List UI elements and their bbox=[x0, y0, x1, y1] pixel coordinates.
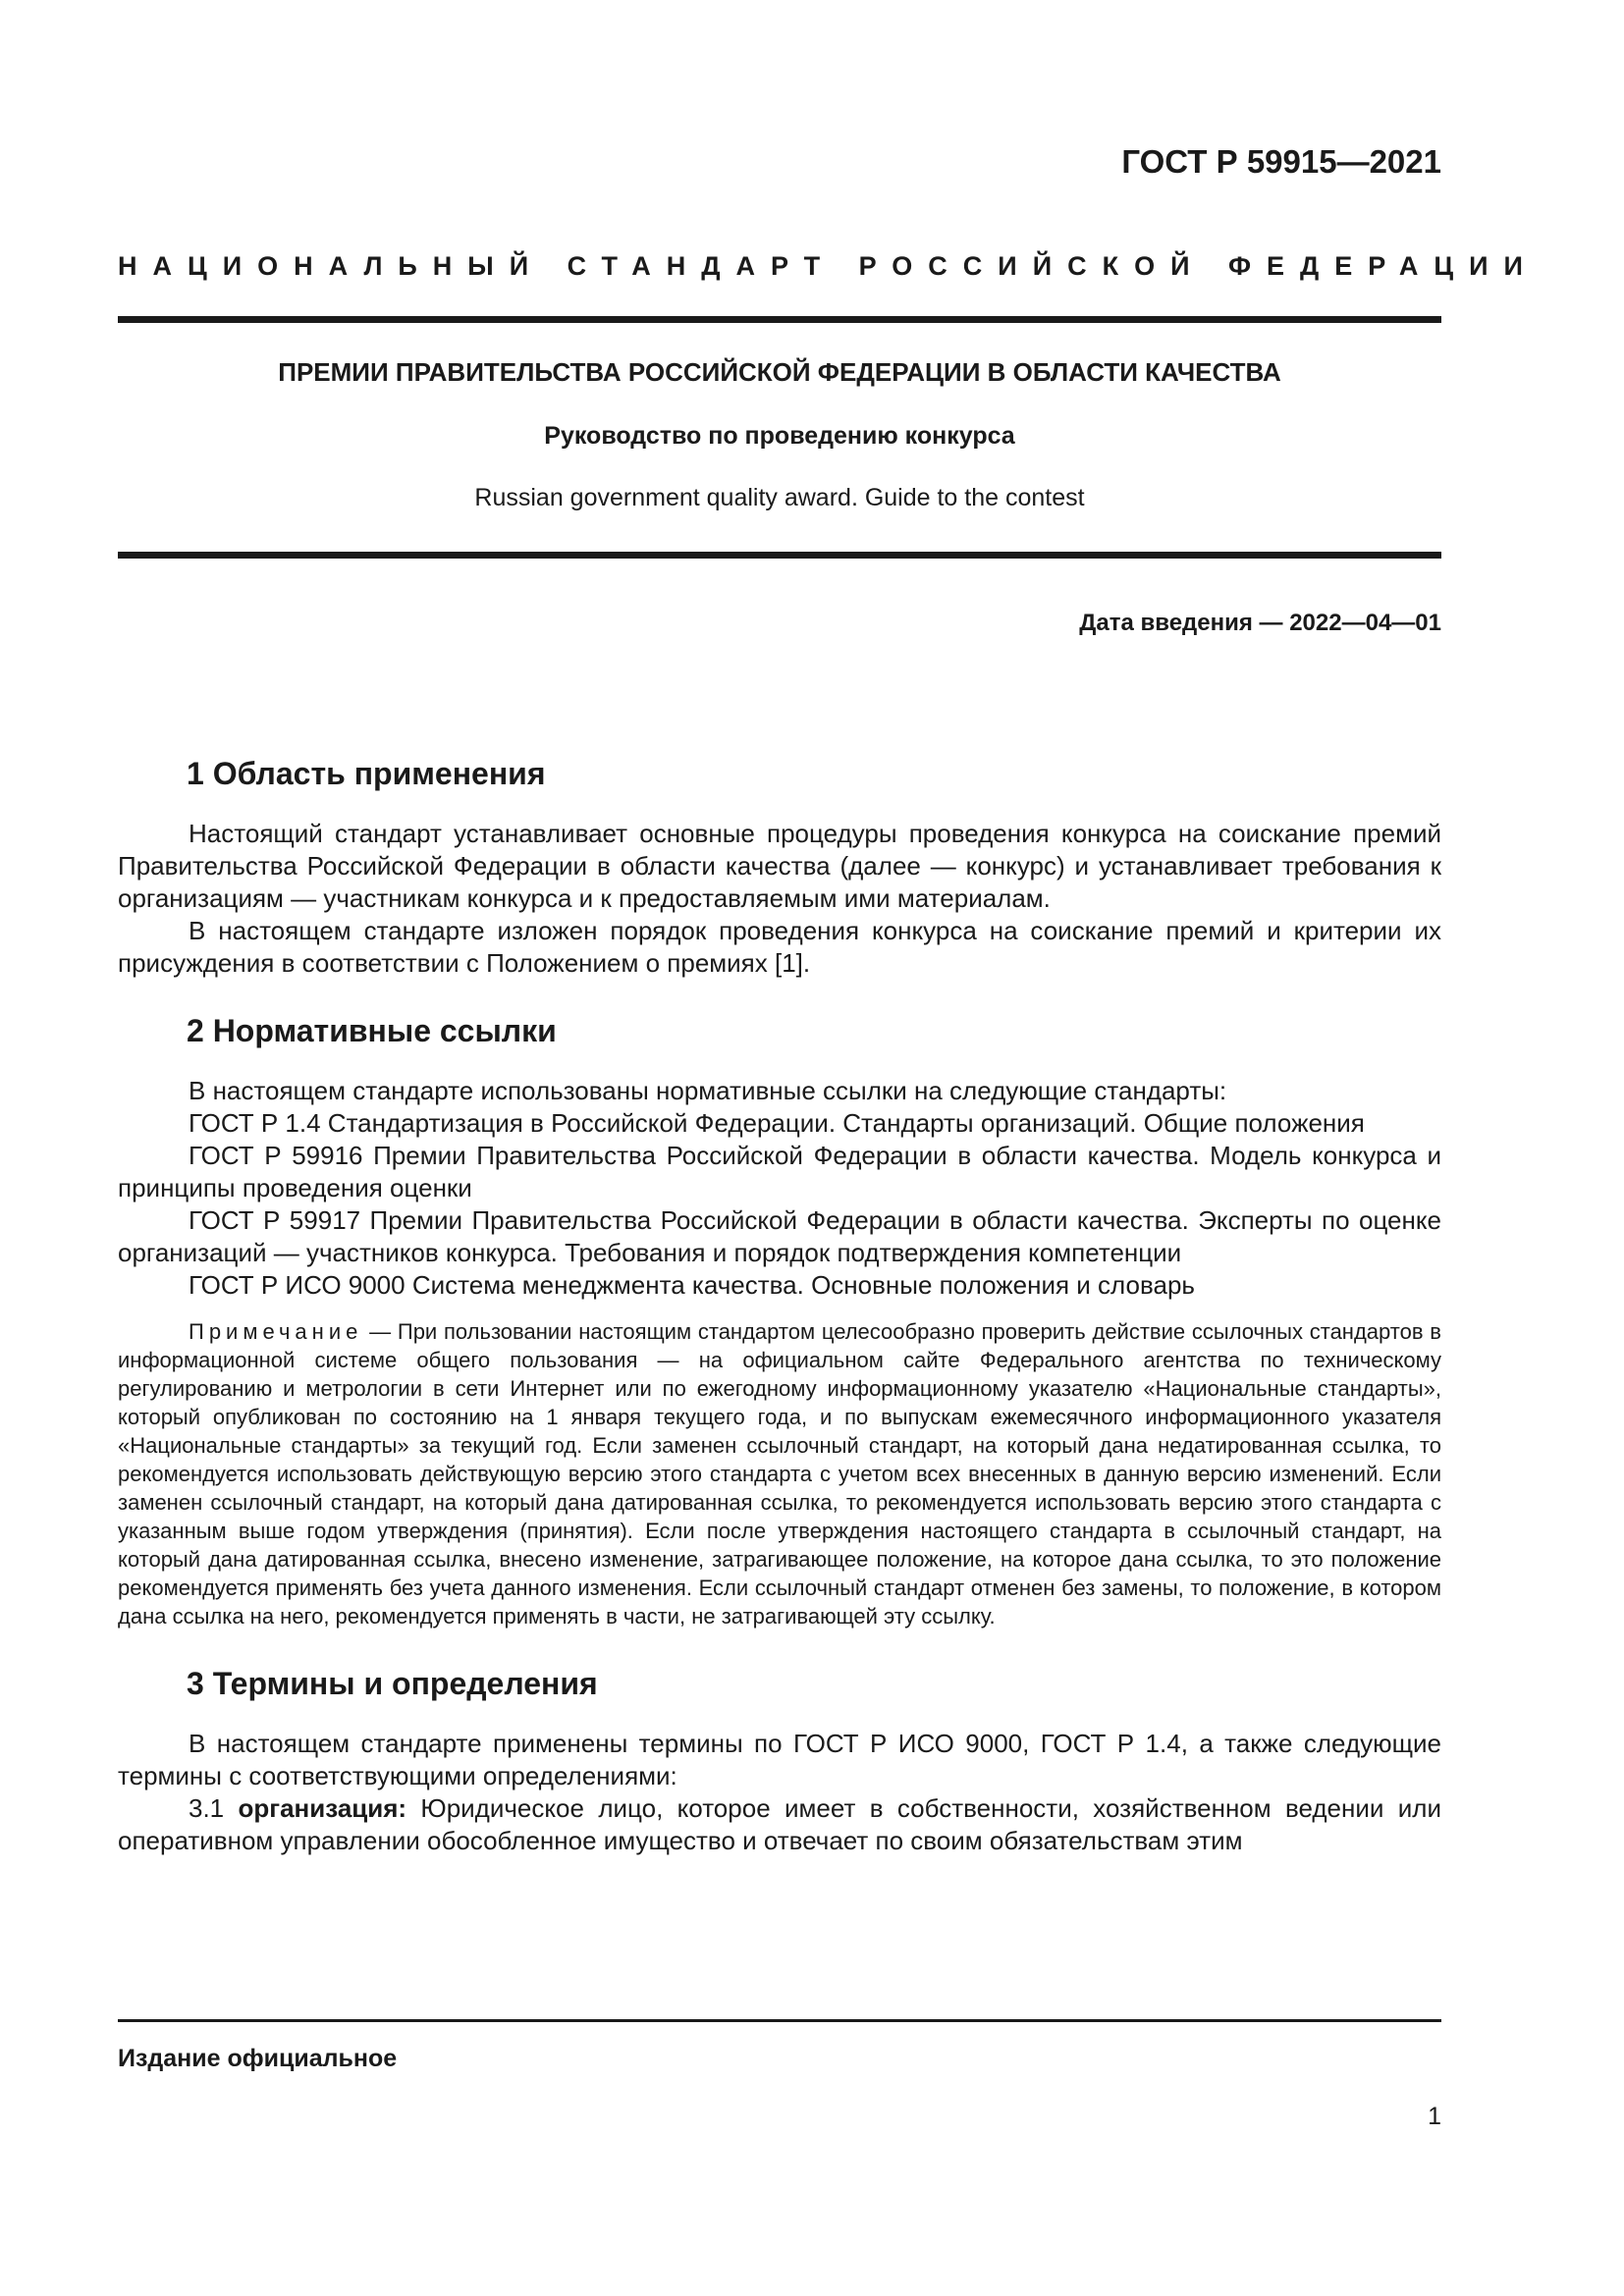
normative-reference: ГОСТ Р ИСО 9000 Система менеджмента качества. Основные положения и словарь bbox=[189, 1270, 1195, 1300]
document-body bbox=[118, 756, 1441, 1857]
title-divider bbox=[118, 552, 1441, 559]
section-2-paragraph: В настоящем стандарте использованы нормативные ссылки на следующие стандарты: bbox=[189, 1076, 1227, 1105]
national-standard-banner: НАЦИОНАЛЬНЫЙ СТАНДАРТ РОССИЙСКОЙ ФЕДЕРАЦИИ bbox=[118, 251, 1539, 281]
normative-reference: ГОСТ Р 1.4 Стандартизация в Российской Федерации. Стандарты организаций. Общие положения bbox=[189, 1108, 1365, 1138]
document-code: ГОСТ Р 59915—2021 bbox=[1121, 143, 1441, 180]
section-3-heading: 3 Термины и определения bbox=[187, 1666, 598, 1701]
section-1-paragraph: В настоящем стандарте изложен порядок проведения конкурса на соискание премий и критерии их присуждения в соответствии с Положением о премиях [1]. bbox=[118, 916, 1441, 978]
term-name: организация: bbox=[238, 1793, 407, 1823]
normative-reference: ГОСТ Р 59917 Премии Правительства Российской Федерации в области качества. Эксперты по оценке организаций — участников конкурса. Требования и порядок подтверждения компетенции bbox=[118, 1205, 1441, 1267]
term-definition bbox=[118, 1792, 1441, 1857]
note-label: Примечание bbox=[189, 1319, 363, 1344]
document-page bbox=[118, 0, 1539, 2296]
footer-divider bbox=[118, 2019, 1441, 2022]
top-divider bbox=[118, 316, 1441, 323]
normative-reference: ГОСТ Р 59916 Премии Правительства Российской Федерации в области качества. Модель конкурса и принципы проведения оценки bbox=[118, 1141, 1441, 1202]
section-3-paragraph: В настоящем стандарте применены термины по ГОСТ Р ИСО 9000, ГОСТ Р 1.4, а также следующие термины с соответствующими определениями: bbox=[118, 1729, 1441, 1790]
official-edition-label: Издание официальное bbox=[118, 2045, 398, 2072]
term-number: 3.1 bbox=[189, 1793, 239, 1823]
document-subtitle: Руководство по проведению конкурса bbox=[544, 422, 1015, 450]
introduction-date: Дата введения — 2022—04—01 bbox=[1079, 610, 1441, 636]
section-2-heading: 2 Нормативные ссылки bbox=[187, 1013, 557, 1048]
page-number: 1 bbox=[1428, 2103, 1441, 2130]
note-text: — При пользовании настоящим стандартом целесообразно проверить действие ссылочных стандартов в информационной системе общего пользования — на официальном сайте Федерального агентства по техническому регулированию и метрологии в сети Интернет или по ежегодному информационному указателю «Национальные стандарты», который опубликован по состоянию на 1 января текущего года, и по выпускам ежемесячного информационного указателя «Национальные стандарты» за текущий год. Если заменен ссылочный стандарт, на который дана недатированная ссылка, то рекомендуется использовать действующую версию этого стандарта с учетом всех внесенных в данную версию изменений. Если заменен ссылочный стандарт, на который дана датированная ссылка, то рекомендуется использовать версию этого стандарта с указанным выше годом утверждения (принятия). Если после утверждения настоящего стандарта в ссылочный стандарт, на который дана датированная ссылка, внесено изменение, затрагивающее положение, на которое дана ссылка, то это положение рекомендуется применять без учета данного изменения. Если ссылочный стандарт отменен без замены, то положение, в котором дана ссылка на него, рекомендуется применять в части, не затрагивающей эту ссылку. bbox=[118, 1319, 1441, 1629]
term-text: Юридическое лицо, которое имеет в собственности, хозяйственном ведении или оперативном управлении обособленное имущество и отвечает по своим обязательствам этим bbox=[118, 1793, 1441, 1855]
section-1-paragraph: Настоящий стандарт устанавливает основные процедуры проведения конкурса на соискание премий Правительства Российской Федерации в области качества (далее — конкурс) и устанавливает требования к организациям — участникам конкурса и к предоставляемым ими материалам. bbox=[118, 819, 1441, 913]
references-note bbox=[118, 1317, 1441, 1630]
document-title: ПРЕМИИ ПРАВИТЕЛЬСТВА РОССИЙСКОЙ ФЕДЕРАЦИИ В ОБЛАСТИ КАЧЕСТВА bbox=[278, 357, 1281, 387]
section-1-heading: 1 Область применения bbox=[187, 756, 546, 791]
english-title: Russian government quality award. Guide to the contest bbox=[474, 484, 1085, 511]
